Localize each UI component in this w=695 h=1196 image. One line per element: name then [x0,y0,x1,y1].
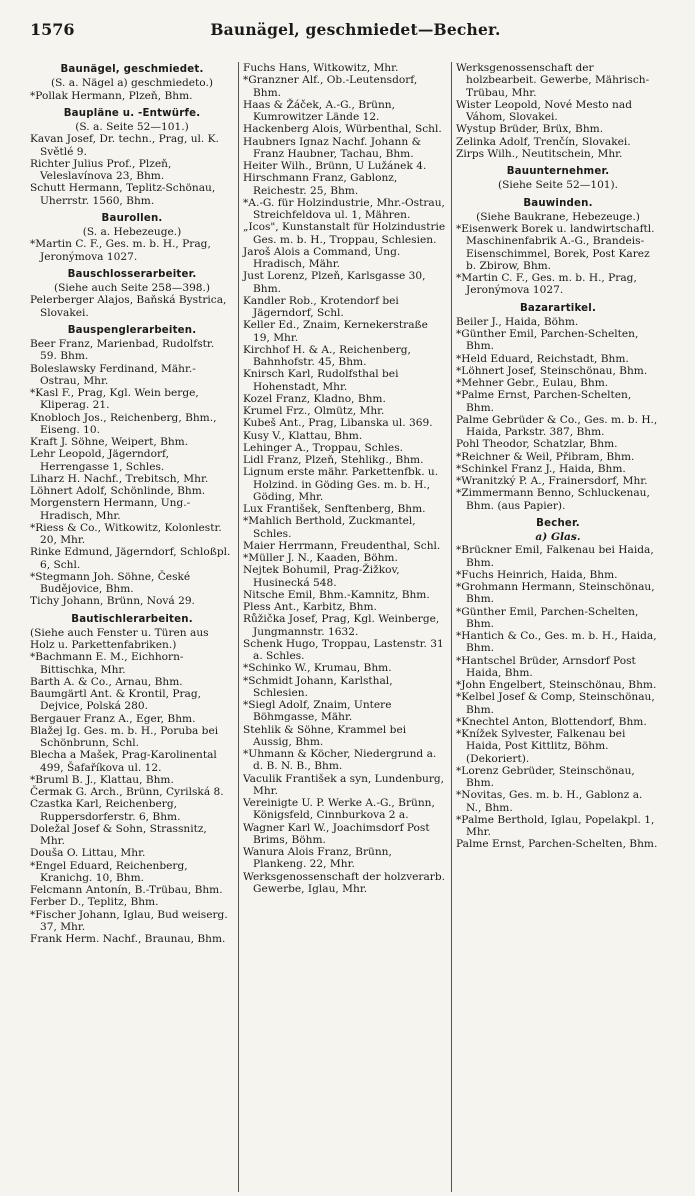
directory-entry: Vaculik František a syn, Lundenburg, Mhr. [243,772,445,797]
directory-entry: *Löhnert Josef, Steinschönau, Bhm. [456,364,648,377]
directory-entry: *Lorenz Gebrüder, Steinschönau, Bhm. [456,764,635,789]
page-header [30,20,681,44]
directory-entry: Krumel Frz., Olmütz, Mhr. [243,405,385,417]
directory-entry: Wystup Brüder, Brüx, Bhm. [456,123,604,136]
directory-entry: *Novitas, Ges. m. b. H., Gablonz a. N., Bhm. [456,789,643,814]
directory-entry: *Grohmann Hermann, Steinschönau, Bhm. [456,581,655,606]
directory-entry: „Icos", Kunstanstalt für Holzindustrie Ges. m. b. H., Troppau, Schlesien. [243,221,446,246]
directory-entry: Palme Ernst, Parchen-Schelten, Bhm. [456,838,658,851]
directory-entry: *Held Eduard, Reichstadt, Bhm. [456,352,629,365]
directory-entry: *Uhmann & Köcher, Niedergrund a. d. B. N. B., Bhm. [243,748,437,773]
section-heading: Bauunternehmer. [506,166,610,177]
directory-entry: Wagner Karl W., Joachimsdorf Post Brims, Böhm. [243,821,430,846]
page-number: 1576 [30,20,75,39]
section-heading: Bautischlerarbeiten. [71,613,193,625]
directory-entry: *Fischer Johann, Iglau, Bud weiserg. 37, Mhr. [30,908,228,933]
section-heading: Bauspenglerarbeiten. [67,324,197,336]
directory-columns [30,62,664,1192]
directory-entry: *Bruml B. J., Klattau, Bhm. [30,773,174,786]
directory-entry: Doležal Josef & Sohn, Strassnitz, Mhr. [30,822,207,847]
directory-entry: Werksgenossenschaft der holzbearbeit. Gewerbe, Mährisch-Trübau, Mhr. [456,62,650,99]
directory-entry: Baumgärtl Ant. & Krontil, Prag, Dejvice, Polská 280. [30,688,202,713]
directory-entry: *Fuchs Heinrich, Haida, Bhm. [456,568,618,581]
directory-entry: Beer Franz, Marienbad, Rudolfstr. 59. Bhm. [30,338,215,363]
directory-entry: Nejtek Bohumil, Prag-Žižkov, Husinecká 548. [243,564,400,589]
directory-entry: Czastka Karl, Reichenberg, Ruppersdorferstr. 6, Bhm. [30,798,181,823]
directory-entry: Schenk Hugo, Troppau, Lastenstr. 31 a. Schles. [243,637,444,662]
directory-entry: *Kelbel Josef & Comp, Steinschönau, Bhm. [456,691,655,716]
directory-entry: *Granzner Alf., Ob.-Leutensdorf, Bhm. [243,74,418,99]
directory-entry: *Brückner Emil, Falkenau bei Haida, Bhm. [456,544,654,569]
directory-entry: *Riess & Co., Witkowitz, Kolonlestr. 20, Mhr. [30,521,222,546]
directory-entry: Frank Herm. Nachf., Braunau, Bhm. [30,933,226,945]
directory-entry: Palme Gebrüder & Co., Ges. m. b. H., Haida, Parkstr. 387, Bhm. [456,413,658,438]
directory-entry: Lehinger A., Troppau, Schles. [243,441,403,454]
directory-entry: Růžička Josef, Prag, Kgl. Weinberge, Jungmannstr. 1632. [243,613,440,638]
directory-entry: Nitsche Emil, Bhm.-Kamnitz, Bhm. [243,588,430,601]
directory-entry: *Hantich & Co., Ges. m. b. H., Haida, Bhm. [456,630,657,655]
directory-entry: Beiler J., Haida, Böhm. [456,315,579,328]
column-3 [451,62,664,1192]
directory-entry: Keller Ed., Znaim, Kernekerstraße 19, Mhr. [243,319,428,344]
section-heading: Baunägel, geschmiedet. [60,64,204,75]
cross-reference-note: (S. a. Hebezeuge.) [82,226,182,238]
directory-entry: Lehr Leopold, Jägerndorf, Herrengasse 1, Schles. [30,448,169,473]
directory-entry: *Engel Eduard, Reichenberg, Kranichg. 10, Bhm. [30,859,188,884]
directory-entry: *Palme Ernst, Parchen-Schelten, Bhm. [456,389,632,414]
directory-entry: *Knížek Sylvester, Falkenau bei Haida, Post Kittlitz, Böhm. (Dekoriert). [456,728,626,765]
directory-entry: Kraft J. Söhne, Weipert, Bhm. [30,436,189,448]
section-heading: Becher. [536,517,580,529]
directory-entry: Knobloch Jos., Reichenberg, Bhm., Eiseng. 10. [30,411,217,436]
directory-entry: Hirschmann Franz, Gablonz, Reichestr. 25, Bhm. [243,172,398,197]
directory-entry: Pless Ant., Karbitz, Bhm. [243,601,377,613]
directory-entry: *Kasl F., Prag, Kgl. Wein berge, Kliperag. 21. [30,387,199,412]
directory-entry: *Siegl Adolf, Znaim, Untere Böhmgasse, Mähr. [243,699,392,724]
directory-entry: *Hantschel Brüder, Arnsdorf Post Haida, Bhm. [456,654,636,679]
directory-entry: Rinke Edmund, Jägerndorf, Schloßpl. 6, Schl. [30,546,231,571]
directory-entry: Schutt Hermann, Teplitz-Schönau, Uherrstr. 1560, Bhm. [30,182,216,207]
directory-entry: Pelerberger Alajos, Baňská Bystrica, Slovakei. [30,294,227,319]
directory-entry: *John Engelbert, Steinschönau, Bhm. [456,679,657,691]
directory-entry: *Martin C. F., Ges. m. b. H., Prag, Jeronýmova 1027. [30,238,211,263]
directory-entry: Liharz H. Nachf., Trebitsch, Mhr. [30,472,209,485]
directory-entry: Kavan Josef, Dr. techn., Prag, ul. K. Světlé 9. [30,133,219,158]
cross-reference-note: (Siehe auch Seite 258—398.) [53,282,211,294]
directory-entry: Bergauer Franz A., Eger, Bhm. [30,712,196,725]
directory-entry: Kozel Franz, Kladno, Bhm. [243,392,386,405]
directory-entry: *Wranitzký P. A., Frainersdorf, Mhr. [456,475,648,487]
directory-entry: Werksgenossenschaft der holzverarb. Gewerbe, Iglau, Mhr. [243,870,445,895]
directory-entry: Zirps Wilh., Neutitschein, Mhr. [456,147,623,160]
directory-entry: Tichy Johann, Brünn, Nová 29. [30,595,195,608]
section-heading: Baupläne u. -Entwürfe. [63,107,201,119]
column-1 [30,62,238,1192]
directory-entry: Wister Leopold, Nové Mesto nad Váhom, Slovakei. [456,98,632,123]
directory-entry: *Bachmann E. M., Eichhorn-Bittischka, Mhr. [30,651,184,676]
directory-entry: Morgenstern Hermann, Ung.-Hradisch, Mhr. [30,497,191,522]
directory-entry: Kubeš Ant., Prag, Libanska ul. 369. [243,417,433,430]
directory-entry: Knirsch Karl, Rudolfsthal bei Hohenstadt, Mhr. [243,368,399,393]
directory-entry: Kandler Rob., Krotendorf bei Jägerndorf, Schl. [243,294,399,319]
directory-entry: *Günther Emil, Parchen-Schelten, Bhm. [456,605,639,630]
directory-entry: *Schinko W., Krumau, Bhm. [243,662,392,675]
directory-entry: Jaroš Alois a Command, Ung. Hradisch, Mähr. [243,245,401,270]
page-title: Baunägel, geschmiedet—Becher. [210,20,501,39]
cross-reference-note: (Siehe Baukrane, Hebezeuge.) [476,210,640,223]
directory-entry: Haubners Ignaz Nachf. Johann & Franz Haubner, Tachau, Bhm. [243,135,421,160]
directory-entry: Heiter Wilh., Brünn, U Lužánek 4. [243,160,427,172]
cross-reference-note: (S. a. Seite 52—101.) [75,121,189,133]
directory-entry: *Palme Berthold, Iglau, Popelakpl. 1, Mhr. [456,813,655,838]
directory-entry: Kirchhof H. & A., Reichenberg, Bahnhofstr. 45, Bhm. [243,343,411,368]
directory-entry: *Schinkel Franz J., Haida, Bhm. [456,462,626,475]
directory-entry: *Müller J. N., Kaaden, Böhm. [243,552,398,564]
directory-entry: Blažej Ig. Ges. m. b. H., Poruba bei Schönbrunn, Schl. [30,724,219,749]
section-heading: Bauwinden. [523,197,593,209]
section-heading: Bazarartikel. [519,302,597,314]
directory-entry: Lidl Franz, Plzeň, Stehlikg., Bhm. [243,454,424,466]
section-heading: Baurollen. [101,212,163,224]
directory-entry: Čermak G. Arch., Brünn, Cyrilská 8. [30,786,224,798]
directory-entry: Just Lorenz, Plzeň, Karlsgasse 30, Bhm. [243,270,426,295]
cross-reference-note: (S. a. Nägel a) geschmiedeto.) [51,77,213,90]
section-heading: Bauschlosserarbeiter. [67,268,197,280]
directory-entry: *Eisenwerk Borek u. landwirtschaftl. Maschinenfabrik A.-G., Brandeis-Eisenschimmel, Borek, Post Karez b. Zbirow, Bhm. [456,223,655,272]
directory-entry: Hackenberg Alois, Würbenthal, Schl. [243,123,442,136]
directory-entry: *A.-G. für Holzindustrie, Mhr.-Ostrau, Streichfeldova ul. 1, Mähren. [243,196,445,221]
directory-entry: *Knechtel Anton, Blottendorf, Bhm. [456,715,647,728]
directory-entry: *Stegmann Joh. Söhne, České Budějovice, Bhm. [30,570,191,595]
column-2 [238,62,451,1192]
directory-entry: Pohl Theodor, Schatzlar, Bhm. [456,438,618,451]
directory-entry: Ferber D., Teplitz, Bhm. [30,896,159,909]
directory-entry: *Schmidt Johann, Karlsthal, Schlesien. [243,674,393,699]
directory-entry: Zelinka Adolf, Trenčín, Slovakei. [456,135,631,148]
directory-entry: Blecha a Mašek, Prag-Karolinental 499, Šafaříkova ul. 12. [30,749,217,774]
section-subheading: a) Glas. [535,531,581,543]
directory-entry: Haas & Žáček, A.-G., Brünn, Kumrowitzer Lände 12. [243,98,395,123]
directory-entry: Fuchs Hans, Witkowitz, Mhr. [243,62,399,74]
directory-entry: *Günther Emil, Parchen-Schelten, Bhm. [456,328,639,353]
directory-entry: Löhnert Adolf, Schönlinde, Bhm. [30,485,206,497]
directory-entry: Lux František, Senftenberg, Bhm. [243,503,426,515]
directory-entry: *Reichner & Weil, Přibram, Bhm. [456,450,635,463]
cross-reference-note: (Siehe auch Fenster u. Türen aus Holz u. Parkettenfabriken.) [30,626,209,651]
directory-entry: Lignum erste mähr. Parkettenfbk. u. Holzind. in Göding Ges. m. b. H., Göding, Mhr. [243,466,439,503]
directory-entry: *Mehner Gebr., Eulau, Bhm. [456,377,609,389]
directory-entry: *Martin C. F., Ges. m. b. H., Prag, Jeronýmova 1027. [456,272,637,297]
directory-entry: Kusy V., Klattau, Bhm. [243,429,363,442]
directory-entry: Barth A. & Co., Arnau, Bhm. [30,675,183,688]
directory-entry: Wanura Alois Franz, Brünn, Plankeng. 22, Mhr. [243,846,392,871]
directory-entry: Boleslawsky Ferdinand, Mähr.-Ostrau, Mhr. [30,362,196,387]
directory-entry: Douša O. Littau, Mhr. [30,847,146,860]
directory-entry: *Zimmermann Benno, Schluckenau, Bhm. (aus Papier). [456,487,650,512]
directory-entry: Richter Julius Prof., Plzeň, Veleslavínova 23, Bhm. [30,157,172,182]
directory-entry: *Mahlich Berthold, Zuckmantel, Schles. [243,515,416,540]
directory-entry: Felcmann Antonín, B.-Trübau, Bhm. [30,884,223,896]
cross-reference-note: (Siehe Seite 52—101). [497,179,619,192]
directory-entry: *Pollak Hermann, Plzeň, Bhm. [30,89,193,102]
directory-entry: Stehlik & Söhne, Krammel bei Aussig, Bhm. [243,723,407,748]
directory-entry: Vereinigte U. P. Werke A.-G., Brünn, Königsfeld, Cinnburkova 2 a. [243,797,435,822]
directory-entry: Maier Herrmann, Freudenthal, Schl. [243,539,441,552]
